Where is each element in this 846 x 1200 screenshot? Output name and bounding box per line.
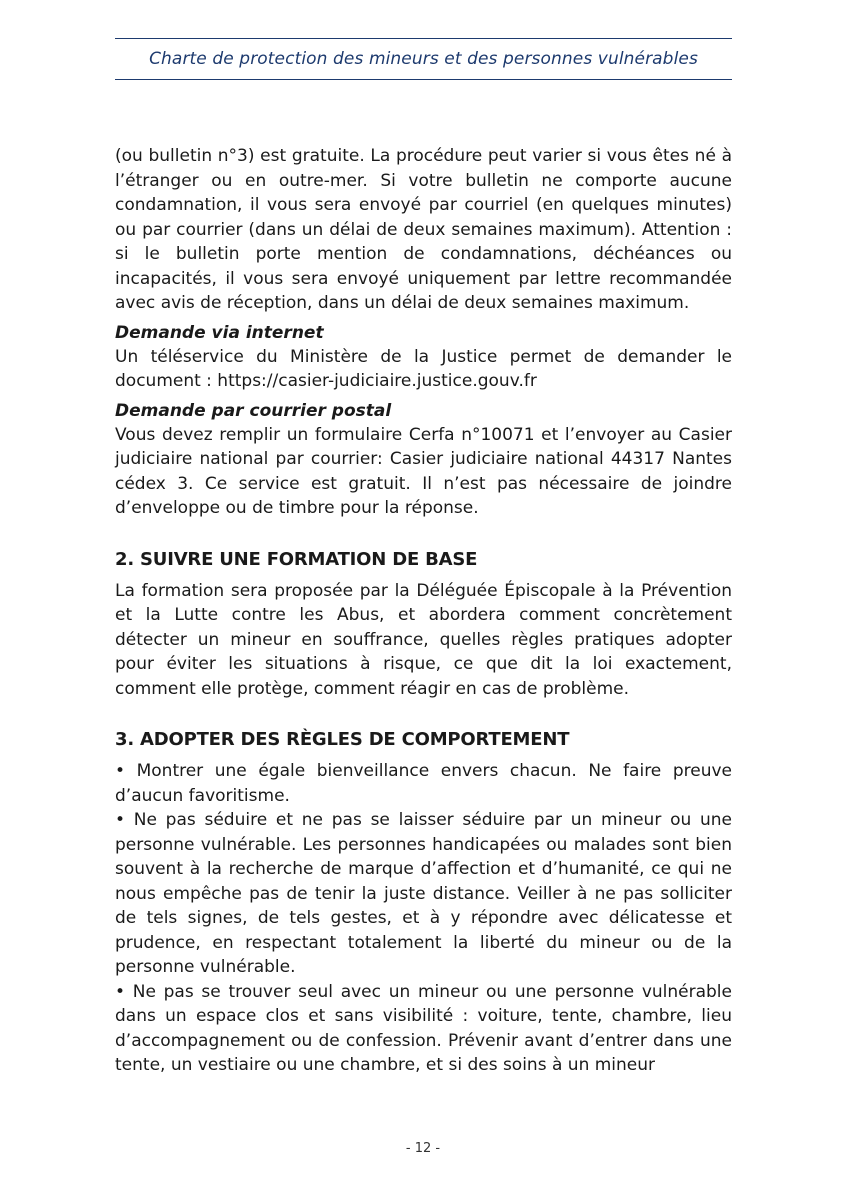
page-number: - 12 -: [405, 1141, 441, 1156]
postal-request-heading: Demande par courrier postal: [115, 400, 392, 421]
intro-paragraph: (ou bulletin n°3) est gratuite. La procédure peut varier si vous êtes né à l’étranger ou en outre-mer. Si votre bulletin ne comporte aucune condamnation, il vous sera envoyé par courriel (en quelques minutes) ou par courrier (dans un délai de deux semaines maximum). Attention : si le bulletin porte mention de condamnations, déchéances ou incapacités, il vous sera envoyé uniquement par lettre recommandée avec avis de réception, dans un délai de deux semaines maximum.: [115, 146, 732, 313]
page-content: [115, 144, 732, 1078]
behavior-rule-1: • Montrer une égale bienveillance envers chacun. Ne faire preuve d’aucun favoritisme.: [115, 761, 732, 806]
behavior-rule-3: • Ne pas se trouver seul avec un mineur ou une personne vulnérable dans un espace clos et sans visibilité : voiture, tente, chambre, lieu d’accompagnement ou de confession. Prévenir avant d’entrer dans une tente, un vestiaire ou une chambre, et si des soins à un mineur: [115, 981, 732, 1075]
section-3-title: 3. ADOPTER DES RÈGLES DE COMPORTEMENT: [115, 729, 570, 750]
internet-request-text: Un téléservice du Ministère de la Justice permet de demander le document : https://casier-judiciaire.justice.gouv.fr: [115, 346, 732, 391]
behavior-rule-2: • Ne pas séduire et ne pas se laisser séduire par un mineur ou une personne vulnérable. Les personnes handicapées ou malades sont bien souvent à la recherche de marque d’affection et d’humanité, ce qui ne nous empêche pas de tenir la juste distance. Veiller à ne pas solliciter de tels signes, de tels gestes, et à y répondre avec délicatesse et prudence, en respectant totalement la liberté du mineur ou de la personne vulnérable.: [115, 810, 732, 977]
postal-request-text: Vous devez remplir un formulaire Cerfa n°10071 et l’envoyer au Casier judiciaire national par courrier: Casier judiciaire national 44317 Nantes cédex 3. Ce service est gratuit. Il n’est pas nécessaire de joindre d’enveloppe ou de timbre pour la réponse.: [115, 424, 732, 518]
internet-request-heading: Demande via internet: [115, 322, 324, 343]
page-header: [115, 38, 732, 80]
section-2-text: La formation sera proposée par la Déléguée Épiscopale à la Prévention et la Lutte contre les Abus, et abordera comment concrètement détecter un mineur en souffrance, quelles règles pratiques adopter pour éviter les situations à risque, ce que dit la loi exactement, comment elle protège, comment réagir en cas de problème.: [115, 580, 732, 699]
document-title: Charte de protection des mineurs et des personnes vulnérables: [149, 49, 698, 69]
section-2-title: 2. SUIVRE UNE FORMATION DE BASE: [115, 548, 478, 570]
